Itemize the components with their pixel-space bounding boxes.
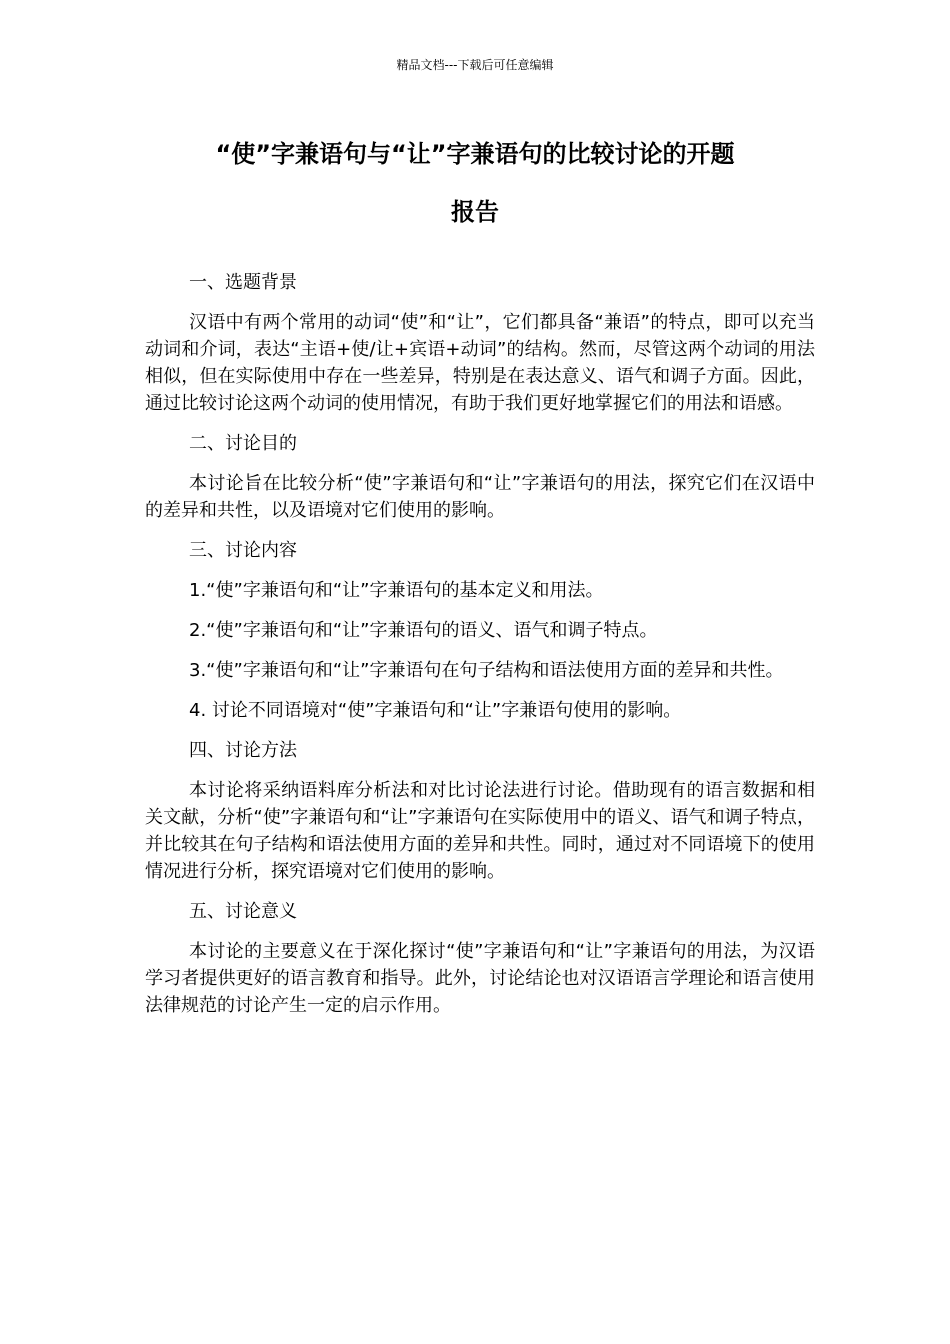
document-title-line-2: 报告 bbox=[451, 198, 499, 226]
content-item-1: 1.“使”字兼语句和“让”字兼语句的基本定义和用法。 bbox=[189, 580, 604, 601]
paragraph-background: 汉语中有两个常用的动词“使”和“让”，它们都具备“兼语”的特点，即可以充当动词和介词，表达“主语+使/让+宾语+动词”的结构。然而，尽管这两个动词的用法相似，但在实际使用中存在一些差异，特别是在表达意义、语气和调子方面。因此，通过比较讨论这两个动词的使用情况，有助于我们更好地掌握它们的用法和语感。 bbox=[145, 312, 815, 414]
section-heading-purpose: 二、讨论目的 bbox=[189, 433, 297, 454]
paragraph-significance: 本讨论的主要意义在于深化探讨“使”字兼语句和“让”字兼语句的用法，为汉语学习者提供更好的语言教育和指导。此外，讨论结论也对汉语语言学理论和语言使用法律规范的讨论产生一定的启示作用。 bbox=[145, 941, 815, 1016]
section-heading-background: 一、选题背景 bbox=[189, 272, 297, 293]
section-heading-significance: 五、讨论意义 bbox=[189, 901, 297, 922]
document-title-line-1: “使”字兼语句与“让”字兼语句的比较讨论的开题 bbox=[215, 140, 735, 168]
header-note: 精品文档---下载后可任意编辑 bbox=[396, 58, 554, 72]
section-heading-content: 三、讨论内容 bbox=[189, 540, 297, 561]
content-item-3: 3.“使”字兼语句和“让”字兼语句在句子结构和语法使用方面的差异和共性。 bbox=[189, 660, 784, 681]
content-item-2: 2.“使”字兼语句和“让”字兼语句的语义、语气和调子特点。 bbox=[189, 620, 658, 641]
document-body bbox=[145, 269, 815, 1032]
content-item-4: 4. 讨论不同语境对“使”字兼语句和“让”字兼语句使用的影响。 bbox=[189, 700, 682, 721]
paragraph-method: 本讨论将采纳语料库分析法和对比讨论法进行讨论。借助现有的语言数据和相关文献，分析“使”字兼语句和“让”字兼语句在实际使用中的语义、语气和调子特点，并比较其在句子结构和语法使用方面的差异和共性。同时，通过对不同语境下的使用情况进行分析，探究语境对它们使用的影响。 bbox=[145, 780, 815, 882]
section-heading-method: 四、讨论方法 bbox=[189, 740, 297, 761]
paragraph-purpose: 本讨论旨在比较分析“使”字兼语句和“让”字兼语句的用法，探究它们在汉语中的差异和共性，以及语境对它们使用的影响。 bbox=[145, 473, 815, 521]
